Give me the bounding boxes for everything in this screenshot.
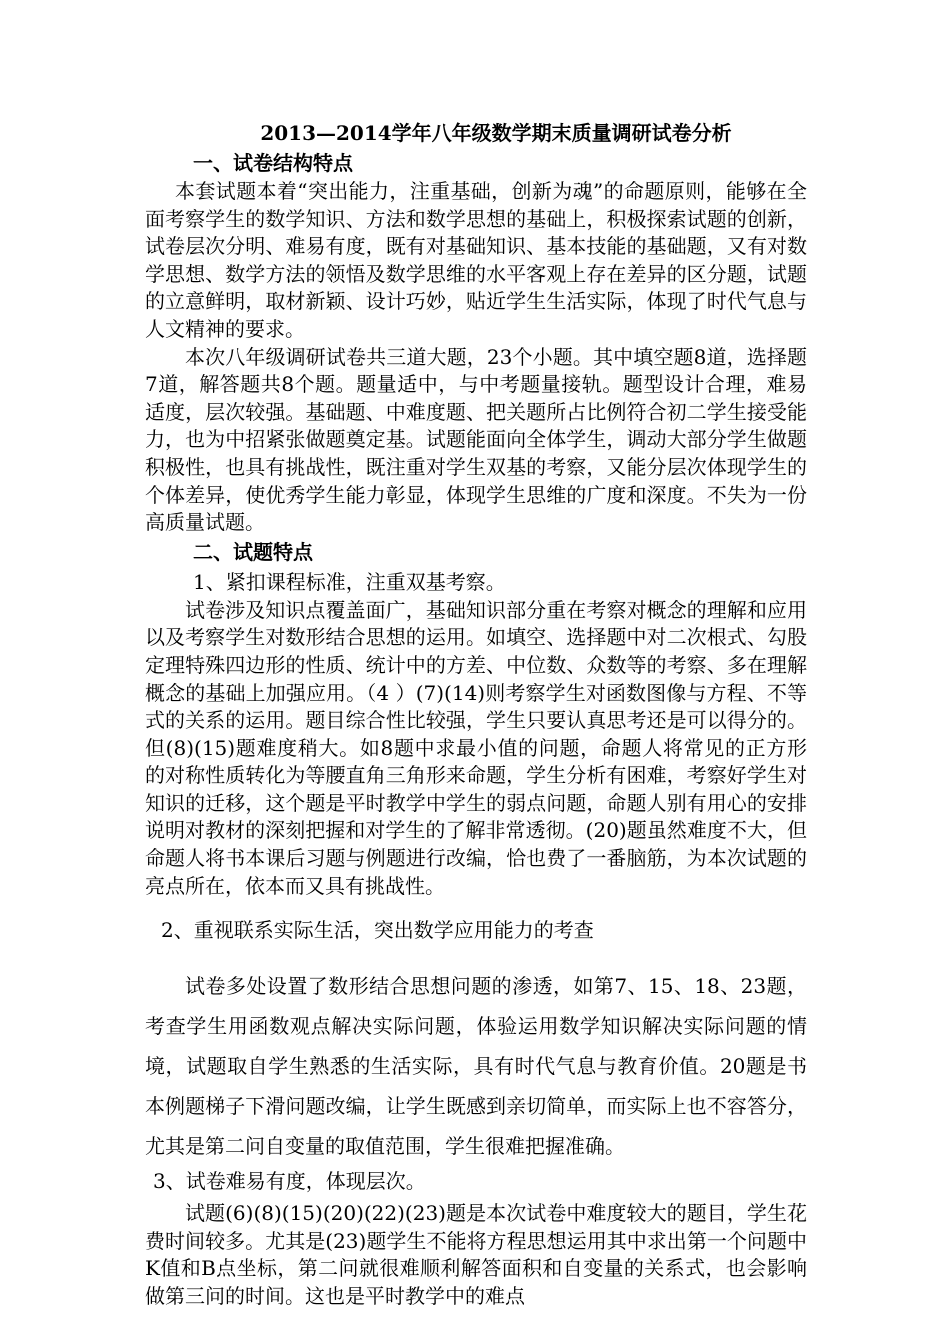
subheading: 1、紧扣课程标准，注重双基考察。 (193, 569, 506, 594)
section-heading-1: 一、试卷结构特点 (193, 151, 353, 175)
subheading: 2、重视联系实际生活，突出数学应用能力的考查 (161, 918, 594, 943)
paragraph: 本次八年级调研试卷共三道大题，23个小题。其中填空题8道，选择题7道，解答题共8个题。题量适中，与中考题量接轨。题型设计合理，难易适度，层次较强。基础题、中难度题、把关题所占比例符合初二学生接受能力，也为中招紧张做题奠定基。试题能面向全体学生，调动大部分学生做题积极性，也具有挑战性，既注重对学生双基的考察，又能分层次体现学生的个体差异，使优秀学生能力彰显，体现学生思维的广度和深度。不失为一份高质量试题。 (145, 344, 807, 535)
document-title: 2013—2014学年八年级数学期末质量调研试卷分析 (260, 121, 732, 145)
paragraph: 试卷多处设置了数形结合思想问题的渗透，如第7、15、18、23题，考查学生用函数观点解决实际问题，体验运用数学知识解决实际问题的情境，试题取自学生熟悉的生活实际，具有时代气息与教育价值。20题是书本例题梯子下滑问题改编，让学生既感到亲切简单，而实际上也不容答分，尤其是第二问自变量的取值范围，学生很难把握准确。 (145, 974, 807, 1159)
section-heading-2: 二、试题特点 (193, 539, 313, 564)
subheading: 3、试卷难易有度，体现层次。 (153, 1169, 426, 1194)
paragraph: 试题(6)(8)(15)(20)(22)(23)题是本次试卷中难度较大的题目，学生花费时间较多。尤其是(23)题学生不能将方程思想运用其中求出第一个问题中K值和B点坐标，第二问就很难顺利解答面积和自变量的关系式，也会影响做第三问的时间。这也是平时教学中的难点 (145, 1201, 807, 1309)
paragraph: 本套试题本着“突出能力，注重基础，创新为魂”的命题原则，能够在全面考察学生的数学知识、方法和数学思想的基础上，积极探索试题的创新，试卷层次分明、难易有度，既有对基础知识、基本技能的基础题，又有对数学思想、数学方法的领悟及数学思维的水平客观上存在差异的区分题，试题的立意鲜明，取材新颖、设计巧妙，贴近学生生活实际，体现了时代气息与人文精神的要求。 (145, 179, 807, 341)
document-body (145, 118, 807, 1311)
paragraph: 试卷涉及知识点覆盖面广，基础知识部分重在考察对概念的理解和应用以及考察学生对数形结合思想的运用。如填空、选择题中对二次根式、勾股定理特殊四边形的性质、统计中的方差、中位数、众数等的考察、多在理解概念的基础上加强应用。（4 ）(7)(14)则考察学生对函数图像与方程、不等式的关系的运用。题目综合性比较强，学生只要认真思考还是可以得分的。但(8)(15)题难度稍大。如8题中求最小值的问题，命题人将常见的正方形的对称性质转化为等腰直角三角形来命题，学生分析有困难，考察好学生对知识的迁移，这个题是平时教学中学生的弱点问题，命题人别有用心的安排说明对教材的深刻把握和对学生的了解非常透彻。(20)题虽然难度不大，但命题人将书本课后习题与例题进行改编，恰也费了一番脑筋，为本次试题的亮点所在，依本而又具有挑战性。 (145, 597, 807, 898)
